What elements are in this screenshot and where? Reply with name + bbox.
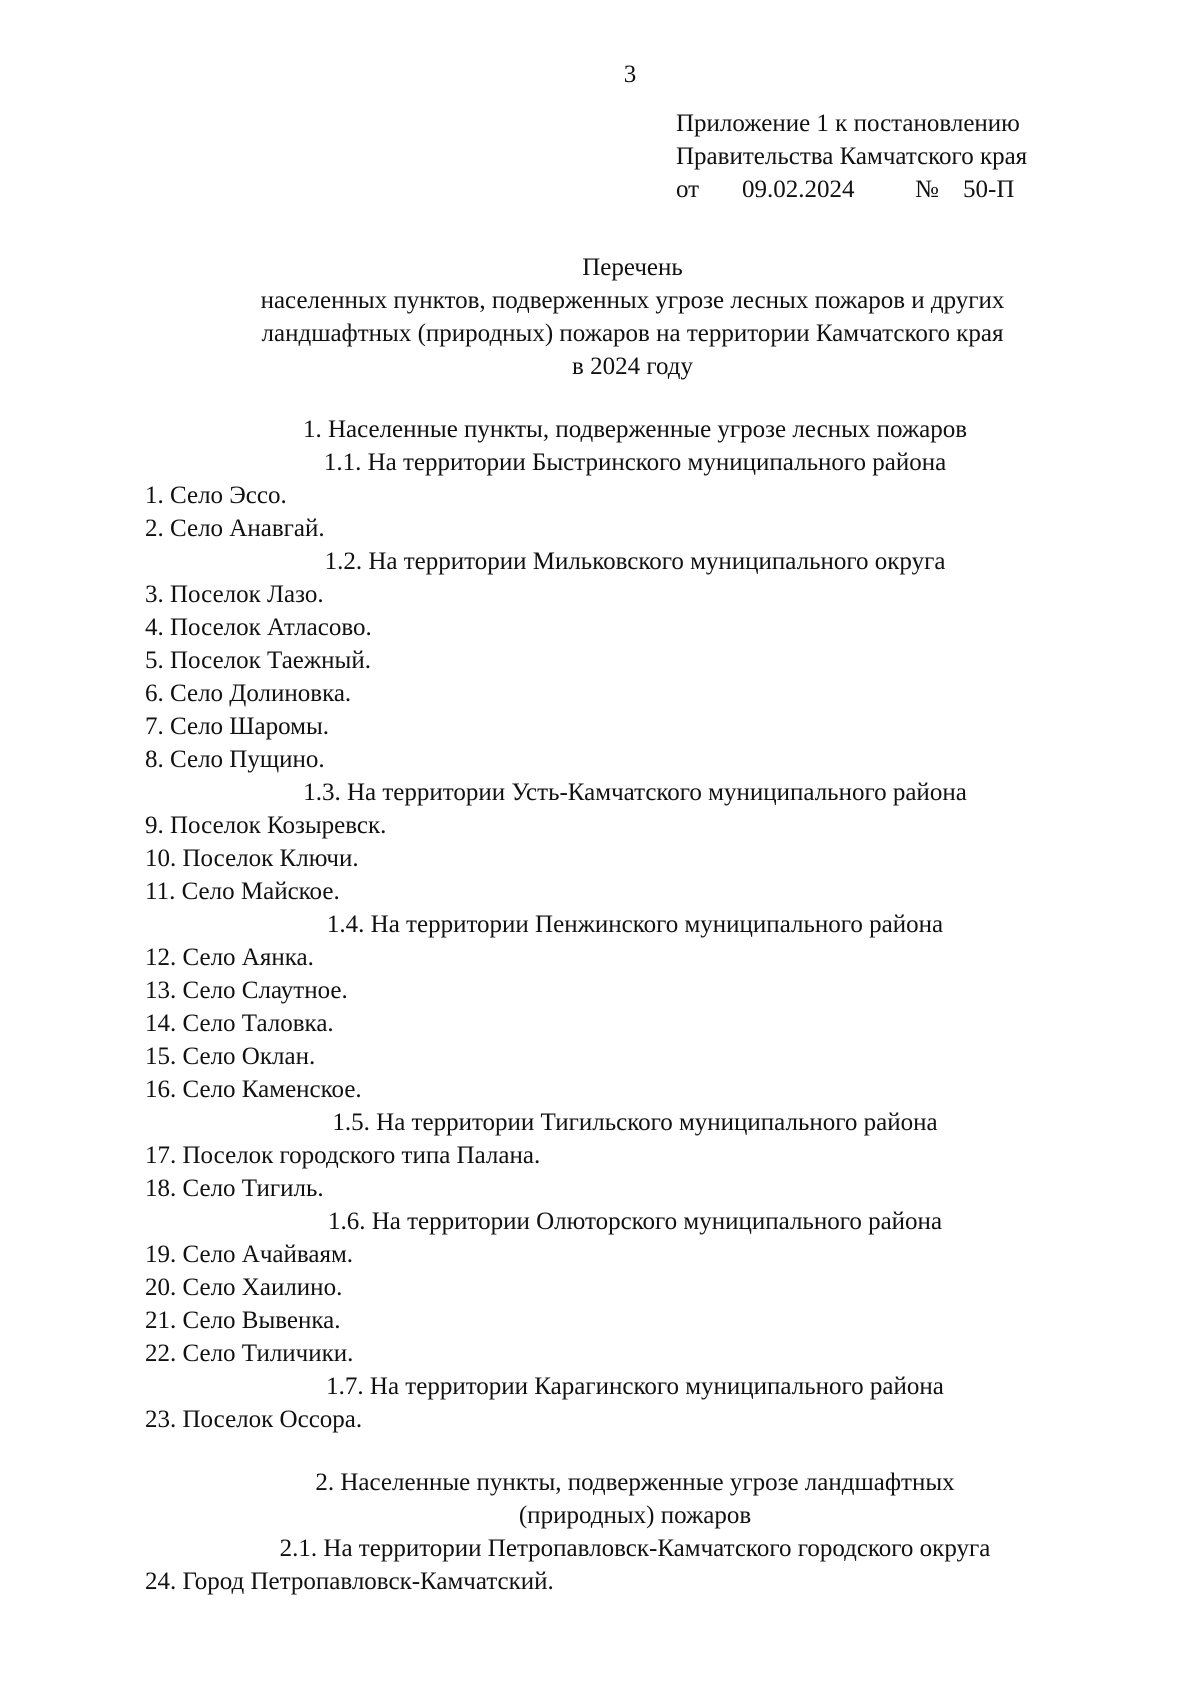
page-number: 3: [623, 61, 637, 88]
section-2-heading-line-1: 2. Населенные пункты, подверженные угрозе ландшафтных: [315, 1469, 955, 1496]
list-item: 5. Поселок Таежный.: [145, 647, 371, 674]
list-item: 15. Село Оклан.: [145, 1043, 316, 1070]
section-2-heading-line-2: (природных) пожаров: [518, 1502, 752, 1529]
list-item: 13. Село Слаутное.: [145, 977, 348, 1004]
appendix-date-line: [676, 173, 1116, 206]
list-item: 19. Село Ачайваям.: [145, 1241, 354, 1268]
list-item: 24. Город Петропавловск-Камчатский.: [145, 1568, 554, 1595]
appendix-number: 50-П: [963, 176, 1015, 203]
subsection-heading: 1.5. На территории Тигильского муниципального района: [332, 1109, 938, 1136]
document-title: [145, 251, 1120, 383]
list-item: 23. Поселок Оссора.: [145, 1406, 363, 1433]
subsection-heading: 1.4. На территории Пенжинского муниципального района: [326, 911, 944, 938]
appendix-line-2: Правительства Камчатского края: [676, 143, 1028, 170]
appendix-ot: от: [676, 176, 700, 203]
list-item: 1. Село Эссо.: [145, 482, 287, 509]
list-item: 4. Поселок Атласово.: [145, 614, 372, 641]
subsection-heading: 2.1. На территории Петропавловск-Камчатского городского округа: [279, 1535, 991, 1562]
appendix-date: 09.02.2024: [742, 176, 855, 203]
title-line-1: Перечень: [582, 254, 683, 281]
list-item: 18. Село Тигиль.: [145, 1175, 324, 1202]
section-gap: [145, 1436, 1125, 1466]
list-item: 6. Село Долиновка.: [145, 680, 352, 707]
title-line-2: населенных пунктов, подверженных угрозе лесных пожаров и других: [260, 287, 1005, 314]
list-item: 16. Село Каменское.: [145, 1076, 362, 1103]
title-line-4: в 2024 году: [572, 353, 693, 380]
list-item: 2. Село Анавгай.: [145, 515, 325, 542]
list-item: 10. Поселок Ключи.: [145, 845, 359, 872]
list-item: 17. Поселок городского типа Палана.: [145, 1142, 541, 1169]
title-line-3: ландшафтных (природных) пожаров на территории Камчатского края: [261, 320, 1004, 347]
subsection-heading: 1.6. На территории Олюторского муниципального района: [327, 1208, 943, 1235]
subsection-heading: 1.3. На территории Усть-Камчатского муниципального района: [303, 779, 967, 806]
document-content: [145, 413, 1125, 1598]
list-item: 3. Поселок Лазо.: [145, 581, 324, 608]
appendix-number-sign: №: [915, 176, 939, 203]
appendix-line-1: Приложение 1 к постановлению: [676, 110, 1020, 137]
list-item: 9. Поселок Козыревск.: [145, 812, 387, 839]
list-item: 7. Село Шаромы.: [145, 713, 330, 740]
list-item: 8. Село Пущино.: [145, 746, 325, 773]
subsection-heading: 1.1. На территории Быстринского муниципального района: [323, 449, 947, 476]
list-item: 12. Село Аянка.: [145, 944, 314, 971]
list-item: 11. Село Майское.: [145, 878, 340, 905]
appendix-block: [676, 107, 1116, 206]
subsection-heading: 1.7. На территории Карагинского муниципального района: [326, 1373, 944, 1400]
subsection-heading: 1.2. На территории Мильковского муниципального округа: [324, 548, 946, 575]
list-item: 22. Село Тиличики.: [145, 1340, 354, 1367]
list-item: 14. Село Таловка.: [145, 1010, 334, 1037]
section-1-heading: 1. Населенные пункты, подверженные угрозе лесных пожаров: [302, 416, 968, 443]
list-item: 21. Село Вывенка.: [145, 1307, 341, 1334]
list-item: 20. Село Хаилино.: [145, 1274, 343, 1301]
